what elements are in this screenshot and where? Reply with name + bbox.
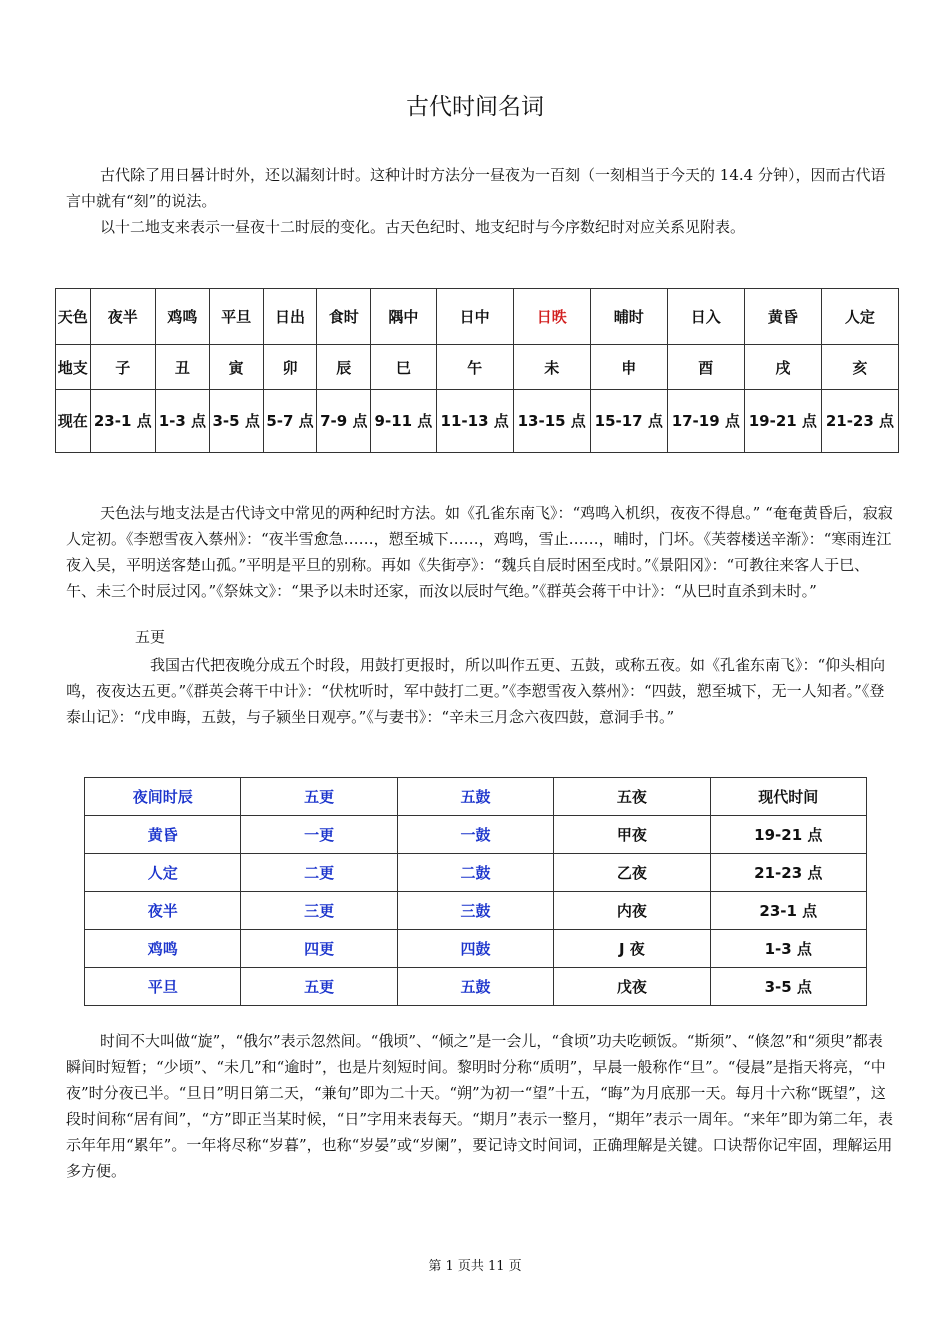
- table-cell: 二鼓: [397, 854, 553, 892]
- dizhi-cell: 戌: [744, 345, 821, 390]
- tianse-cell: 食时: [317, 289, 371, 345]
- table-cell: 三更: [241, 892, 397, 930]
- tianse-cell: 黄昏: [744, 289, 821, 345]
- table-cell: 三鼓: [397, 892, 553, 930]
- xianzai-cell: 17-19 点: [667, 390, 744, 453]
- table-cell: 一鼓: [397, 816, 553, 854]
- xianzai-cell: 13-15 点: [513, 390, 590, 453]
- column-header: 五鼓: [397, 778, 553, 816]
- table-row: [85, 930, 867, 968]
- wugeng-heading: 五更: [135, 628, 166, 646]
- intro-paragraph-2: 以十二地支来表示一昼夜十二时辰的变化。古天色纪时、地支纪时与今序数纪时对应关系见附表。: [100, 218, 746, 236]
- dizhi-cell: 酉: [667, 345, 744, 390]
- table-cell: 五鼓: [397, 968, 553, 1006]
- table-cell: 四鼓: [397, 930, 553, 968]
- table-cell: 19-21 点: [710, 816, 866, 854]
- xianzai-cell: 11-13 点: [436, 390, 513, 453]
- table-cell: 夜半: [85, 892, 241, 930]
- xianzai-cell: 1-3 点: [155, 390, 209, 453]
- table-cell: 内夜: [554, 892, 710, 930]
- xianzai-cell: 3-5 点: [209, 390, 263, 453]
- table-cell: 3-5 点: [710, 968, 866, 1006]
- column-header: 夜间时辰: [85, 778, 241, 816]
- table-row: [85, 892, 867, 930]
- tianse-cell: 日中: [436, 289, 513, 345]
- dizhi-time-table: [55, 288, 899, 453]
- tianse-cell: 日入: [667, 289, 744, 345]
- xianzai-cell: 19-21 点: [744, 390, 821, 453]
- intro-paragraph-1: 古代除了用日晷计时外，还以漏刻计时。这种计时方法分一昼夜为一百刻（一刻相当于今天的 14.4 分钟），因而古代语言中就有“刻”的说法。: [66, 166, 886, 210]
- dizhi-cell: 寅: [209, 345, 263, 390]
- xianzai-cell: 21-23 点: [821, 390, 898, 453]
- tianse-cell: 平旦: [209, 289, 263, 345]
- dizhi-cell: 子: [90, 345, 155, 390]
- paragraph-wugeng: 我国古代把夜晚分成五个时段，用鼓打更报时，所以叫作五更、五鼓，或称五夜。如《孔雀东南飞》：“仰头相向鸣，夜夜达五更。”《群英会蒋干中计》：“伏枕听时，军中鼓打二更。”《李愬雪夜入蔡州》：“四鼓，愬至城下，无一人知者。”《登泰山记》：“戊申晦，五鼓，与子颍坐日观亭。”《与妻书》：“辛未三月念六夜四鼓，意洞手书。”: [66, 656, 886, 726]
- dizhi-cell: 巳: [371, 345, 436, 390]
- xianzai-cell: 23-1 点: [90, 390, 155, 453]
- column-header: 现代时间: [710, 778, 866, 816]
- tianse-cell: 鸡鸣: [155, 289, 209, 345]
- table-row: [56, 390, 899, 453]
- xianzai-cell: 5-7 点: [263, 390, 317, 453]
- tianse-cell: 人定: [821, 289, 898, 345]
- table-cell: 乙夜: [554, 854, 710, 892]
- wugeng-table: [84, 777, 867, 1006]
- table-row: [85, 816, 867, 854]
- row-label-tianse: 天色: [56, 289, 91, 345]
- page-footer: 第 1 页共 11 页: [428, 1259, 522, 1274]
- table-cell: 鸡鸣: [85, 930, 241, 968]
- table-row: [56, 289, 899, 345]
- row-label-dizhi: 地支: [56, 345, 91, 390]
- tianse-cell: 隅中: [371, 289, 436, 345]
- table-cell: 五更: [241, 968, 397, 1006]
- dizhi-cell: 未: [513, 345, 590, 390]
- xianzai-cell: 7-9 点: [317, 390, 371, 453]
- dizhi-cell: 卯: [263, 345, 317, 390]
- row-label-xianzai: 现在: [56, 390, 91, 453]
- table-cell: 23-1 点: [710, 892, 866, 930]
- tianse-cell: 晡时: [590, 289, 667, 345]
- page-title: 古代时间名词: [406, 94, 544, 120]
- column-header: 五夜: [554, 778, 710, 816]
- table-cell: 甲夜: [554, 816, 710, 854]
- dizhi-cell: 丑: [155, 345, 209, 390]
- table-header-row: [85, 778, 867, 816]
- dizhi-cell: 辰: [317, 345, 371, 390]
- table-row: [56, 345, 899, 390]
- tianse-cell: 夜半: [90, 289, 155, 345]
- paragraph-time-words: 时间不大叫做“旋”，“俄尔”表示忽然间。“俄顷”、“倾之”是一会儿，“食顷”功夫吃顿饭。“斯须”、“倏忽”和“须臾”都表瞬间时短暂；“少顷”、“未几”和“逾时”，也是片刻短时间。黎明时分称“质明”，早晨一般称作“旦”。“侵晨”是指天将亮，“中夜”时分夜已半。“旦日”明日第二天，“兼旬”即为二十天。“朔”为初一“望”十五，“晦”为月底那一天。每月十六称“既望”，这段时间称“居有间”，“方”即正当某时候，“日”字用来表每天。“期月”表示一整月，“期年”表示一周年。“来年”即为第二年，表示年年用“累年”。一年将尽称“岁暮”，也称“岁晏”或“岁阑”，要记诗文时间词，正确理解是关键。口诀帮你记牢固，理解运用多方便。: [66, 1032, 894, 1180]
- table-cell: 四更: [241, 930, 397, 968]
- dizhi-cell: 午: [436, 345, 513, 390]
- table-cell: 黄昏: [85, 816, 241, 854]
- table-cell: 二更: [241, 854, 397, 892]
- dizhi-cell: 亥: [821, 345, 898, 390]
- table-cell: 21-23 点: [710, 854, 866, 892]
- table-cell: 一更: [241, 816, 397, 854]
- dizhi-cell: 申: [590, 345, 667, 390]
- xianzai-cell: 15-17 点: [590, 390, 667, 453]
- table-cell: 1-3 点: [710, 930, 866, 968]
- table-cell: J 夜: [554, 930, 710, 968]
- xianzai-cell: 9-11 点: [371, 390, 436, 453]
- column-header: 五更: [241, 778, 397, 816]
- table-cell: 平旦: [85, 968, 241, 1006]
- table-row: [85, 854, 867, 892]
- tianse-cell: 日出: [263, 289, 317, 345]
- paragraph-tianse-dizhi: 天色法与地支法是古代诗文中常见的两种纪时方法。如《孔雀东南飞》：“鸡鸣入机织，夜夜不得息。” “奄奄黄昏后，寂寂人定初。《李愬雪夜入蔡州》：“夜半雪愈急……，愬至城下……，鸡鸣，雪止……，晡时，门坏。《芙蓉楼送辛渐》：“寒雨连江夜入吴，平明送客楚山孤。”平明是平旦的别称。再如《失街亭》：“魏兵自辰时困至戌时。”《景阳冈》：“可教往来客人于巳、午、未三个时辰过冈。”《祭妹文》：“果予以未时还家，而汝以辰时气绝。”《群英会蒋干中计》：“从巳时直杀到未时。”: [66, 504, 893, 600]
- table-cell: 戊夜: [554, 968, 710, 1006]
- table-cell: 人定: [85, 854, 241, 892]
- tianse-cell-highlighted: 日昳: [513, 289, 590, 345]
- table-row: [85, 968, 867, 1006]
